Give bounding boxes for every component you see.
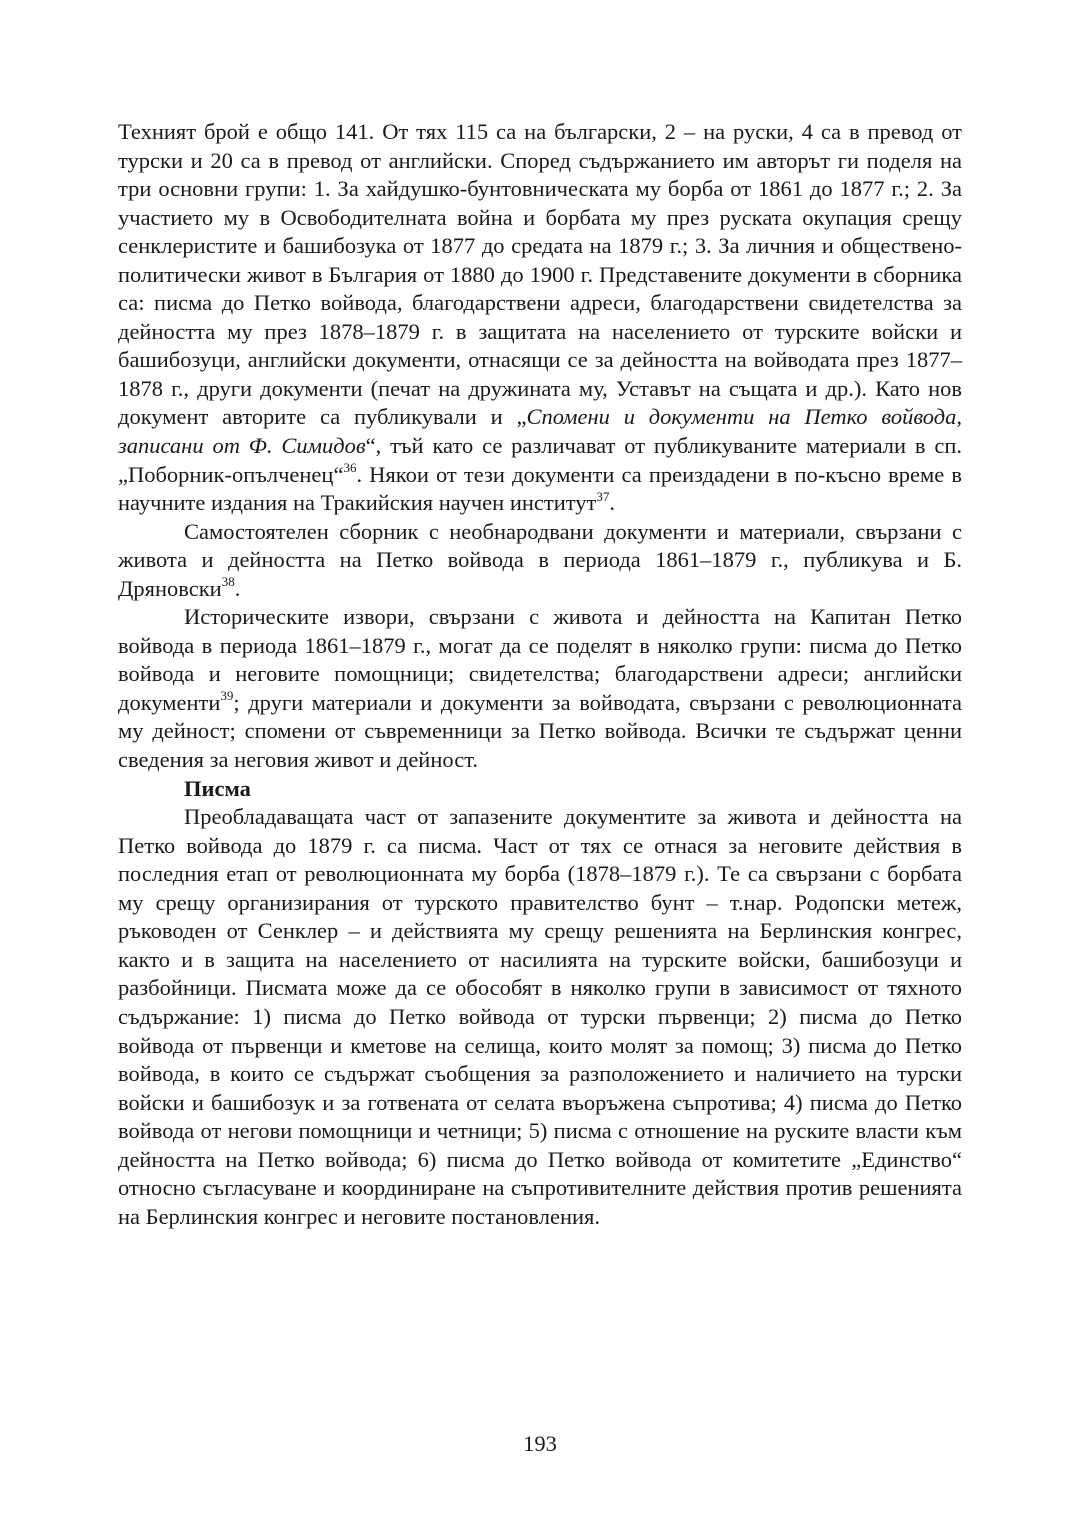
footnote-ref-36[interactable]: 36: [343, 460, 357, 476]
paragraph-1-text-2: “, тъй като се различават от публикуваните материали в сп. „Поборник-опълченец“: [118, 433, 962, 487]
footnote-ref-37[interactable]: 37: [596, 488, 610, 504]
paragraph-3-text: Историческите извори, свързани с живота и дейността на Капитан Петко войвода в периода 1861–1879 г., могат да се поделят в няколко групи: писма до Петко войвода и неговите помощници; свидетелства; благодарствени адреси; английски документи: [118, 604, 962, 715]
paragraph-4: Преобладаващата част от запазените документите за живота и дейността на Петко войвода до 1879 г. са писма. Част от тях се отнася за неговите действия в последния етап от революционната му борба (1878–1879 г.). Те са свързани с борбата му срещу организирания от турското правителство бунт – т.нар. Родопски метеж, ръководен от Сенклер – и действията му срещу решенията на Берлинския конгрес, както и в защита на населението от насилията на турските войски, башибозуци и разбойници. Писмата може да се обособят в няколко групи в зависимост от тяхното съдържание: 1) писма до Петко войвода от турски първенци; 2) писма до Петко войвода от първенци и кметове на селища, които молят за помощ; 3) писма до Петко войвода, в които се съдържат съобщения за разположението и наличието на турски войски и башибозук и за готвената от селата въоръжена съпротива; 4) писма до Петко войвода от негови помощници и четници; 5) писма с отношение на руските власти към дейността на Петко войвода; 6) писма до Петко войвода от комитетите „Единство“ относно съгласуване и координиране на съпротивителните действия против решенията на Берлинския конгрес и неговите постановления.: [118, 804, 962, 1229]
paragraph-2-text-2: .: [234, 575, 241, 601]
paragraph-3-text-2: ; други материали и документи за войводата, свързани с революционната му дейност; спомени от съвременници за Петко войвода. Всички те съдържат ценни сведения за неговия живот и дейност.: [118, 689, 962, 773]
footnote-ref-38[interactable]: 38: [221, 574, 235, 590]
paragraph-1-text-4: .: [609, 490, 616, 516]
section-heading: Писма: [184, 775, 251, 801]
quoted-title: Спомени и документи на Петко войвода, записани от Ф. Симидов: [118, 404, 962, 459]
paragraph-2: [118, 518, 962, 604]
page-number: 193: [523, 1431, 557, 1456]
paragraph-3: [118, 603, 962, 774]
footnote-ref-39[interactable]: 39: [220, 688, 234, 704]
page-body: [118, 118, 962, 1231]
paragraph-1: [118, 118, 962, 518]
paragraph-1-text: Техният брой е общо 141. От тях 115 са на български, 2 – на руски, 4 са в превод от турски и 20 са в превод от английски. Според съдържанието им авторът ги поделя на три основни групи: 1. За хайдушко-бунтовническата му борба от 1861 до 1877 г.; 2. За участието му в Освободителната война и борбата му през руската окупация срещу сенклеристите и башибозука от 1877 до средата на 1879 г.; 3. За личния и обществено-политически живот в България от 1880 до 1900 г. Представените документи в сборника са: писма до Петко войвода, благодарствени адреси, благодарствени свидетелства за дейността му през 1878–1879 г. в защитата на населението от турските войски и башибозуци, английски документи, отнасящи се за дейността на войводата през 1877–1878 г., други документи (печат на дружината му, Уставът на същата и др.). Като нов документ авторите са публикували и „: [118, 119, 962, 430]
paragraph-1-text-3: . Някои от тези документи са преиздадени в по-късно време в научните издания на Тракийския научен институт: [118, 461, 962, 516]
paragraph-2-text: Самостоятелен сборник с необнародвани документи и материали, свързани с живота и дейността на Петко войвода в периода 1861–1879 г., публикува и Б. Дряновски: [118, 518, 962, 601]
